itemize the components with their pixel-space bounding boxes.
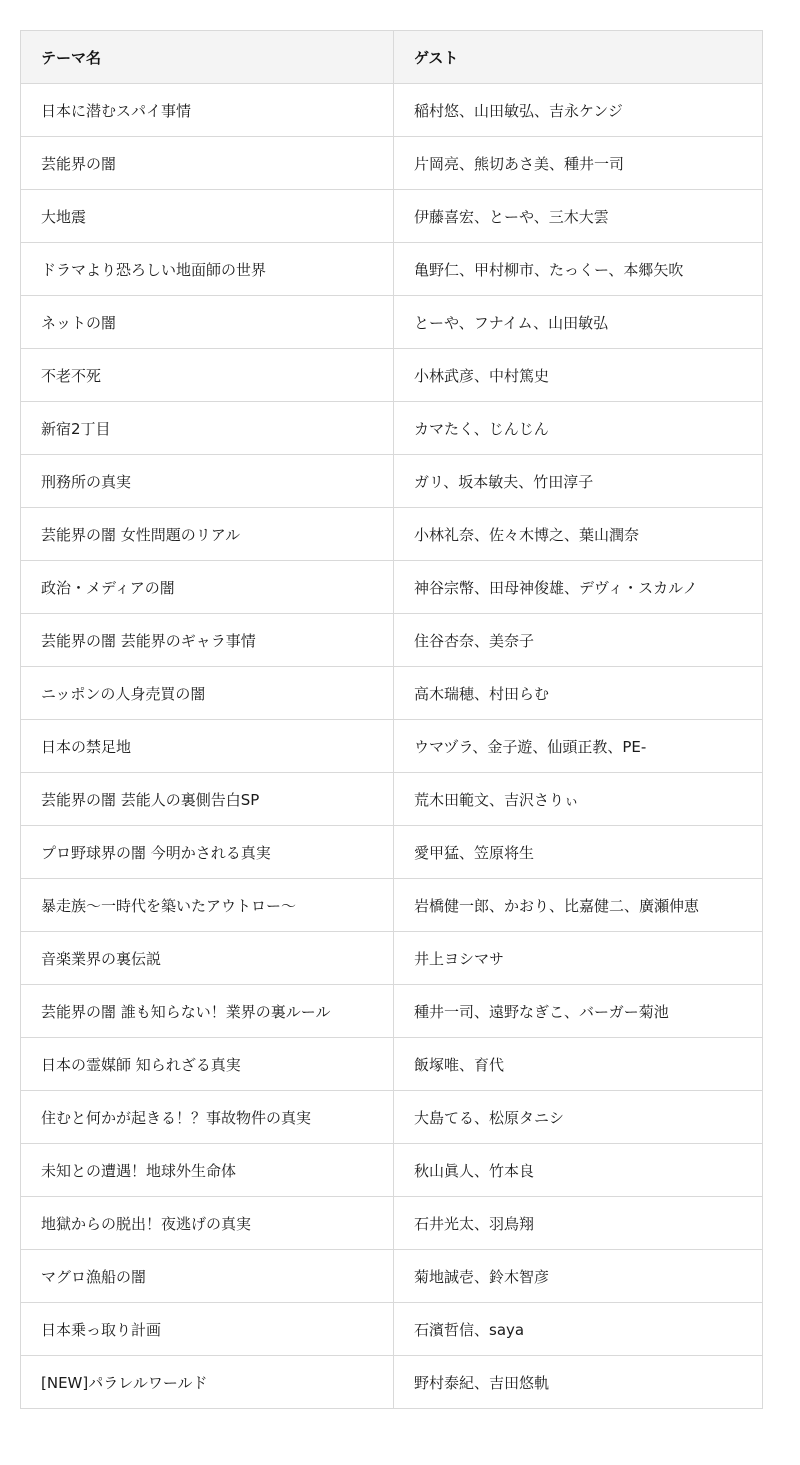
guest-cell: 種井一司、遠野なぎこ、バーガー菊池 [394,985,763,1038]
guest-cell: 片岡亮、熊切あさ美、種井一司 [394,137,763,190]
guest-cell: 大島てる、松原タニシ [394,1091,763,1144]
table-row [21,137,763,190]
table-row [21,1250,763,1303]
theme-guest-table [20,30,763,1409]
table-row [21,561,763,614]
guest-cell: 小林礼奈、佐々木博之、葉山潤奈 [394,508,763,561]
theme-name-cell: 政治・メディアの闇 [21,561,394,614]
table-row [21,508,763,561]
theme-name-cell: 大地震 [21,190,394,243]
table-row [21,455,763,508]
theme-name-cell: ドラマより恐ろしい地面師の世界 [21,243,394,296]
theme-name-cell: 日本乗っ取り計画 [21,1303,394,1356]
guest-cell: 石濱哲信、saya [394,1303,763,1356]
theme-name-cell: 未知との遭遇！地球外生命体 [21,1144,394,1197]
table-row [21,826,763,879]
guest-cell: 亀野仁、甲村柳市、たっくー、本郷矢吹 [394,243,763,296]
header-theme-name: テーマ名 [21,31,394,84]
table-row [21,402,763,455]
theme-guest-table-container [20,30,762,1409]
header-guest: ゲスト [394,31,763,84]
table-row [21,667,763,720]
theme-name-cell: 音楽業界の裏伝説 [21,932,394,985]
table-row [21,932,763,985]
guest-cell: 飯塚唯、育代 [394,1038,763,1091]
table-row [21,1091,763,1144]
table-header-row [21,31,763,84]
table-row [21,1038,763,1091]
table-row [21,720,763,773]
guest-cell: ガリ、坂本敏夫、竹田淳子 [394,455,763,508]
theme-name-cell: ニッポンの人身売買の闇 [21,667,394,720]
guest-cell: 住谷杏奈、美奈子 [394,614,763,667]
theme-name-cell: 芸能界の闇 芸能界のギャラ事情 [21,614,394,667]
guest-cell: とーや、フナイム、山田敏弘 [394,296,763,349]
table-row [21,84,763,137]
theme-name-cell: [NEW]パラレルワールド [21,1356,394,1409]
theme-name-cell: 芸能界の闇 誰も知らない！業界の裏ルール [21,985,394,1038]
guest-cell: ウマヅラ、金子遊、仙頭正教、PE- [394,720,763,773]
table-row [21,614,763,667]
guest-cell: 秋山眞人、竹本良 [394,1144,763,1197]
theme-name-cell: 地獄からの脱出！夜逃げの真実 [21,1197,394,1250]
theme-name-cell: 新宿2丁目 [21,402,394,455]
theme-name-cell: プロ野球界の闇 今明かされる真実 [21,826,394,879]
table-row [21,243,763,296]
theme-name-cell: 芸能界の闇 [21,137,394,190]
table-row [21,349,763,402]
theme-name-cell: 暴走族〜一時代を築いたアウトロー〜 [21,879,394,932]
table-row [21,296,763,349]
theme-name-cell: 住むと何かが起きる！？事故物件の真実 [21,1091,394,1144]
table-row [21,985,763,1038]
theme-name-cell: 日本に潜むスパイ事情 [21,84,394,137]
guest-cell: 井上ヨシマサ [394,932,763,985]
guest-cell: 小林武彦、中村篤史 [394,349,763,402]
guest-cell: 岩橋健一郎、かおり、比嘉健二、廣瀬伸恵 [394,879,763,932]
theme-name-cell: 刑務所の真実 [21,455,394,508]
theme-name-cell: ネットの闇 [21,296,394,349]
table-row [21,1303,763,1356]
guest-cell: 荒木田範文、吉沢さりぃ [394,773,763,826]
table-body [21,84,763,1409]
guest-cell: 野村泰紀、吉田悠軌 [394,1356,763,1409]
guest-cell: 稲村悠、山田敏弘、吉永ケンジ [394,84,763,137]
guest-cell: 高木瑞穂、村田らむ [394,667,763,720]
table-row [21,190,763,243]
table-row [21,1197,763,1250]
theme-name-cell: マグロ漁船の闇 [21,1250,394,1303]
guest-cell: 菊地誠壱、鈴木智彦 [394,1250,763,1303]
guest-cell: 神谷宗幣、田母神俊雄、デヴィ・スカルノ [394,561,763,614]
guest-cell: 石井光太、羽鳥翔 [394,1197,763,1250]
theme-name-cell: 日本の霊媒師 知られざる真実 [21,1038,394,1091]
theme-name-cell: 芸能界の闇 芸能人の裏側告白SP [21,773,394,826]
guest-cell: 愛甲猛、笠原将生 [394,826,763,879]
table-row [21,1356,763,1409]
table-row [21,1144,763,1197]
guest-cell: カマたく、じんじん [394,402,763,455]
table-row [21,879,763,932]
theme-name-cell: 不老不死 [21,349,394,402]
theme-name-cell: 芸能界の闇 女性問題のリアル [21,508,394,561]
table-row [21,773,763,826]
guest-cell: 伊藤喜宏、とーや、三木大雲 [394,190,763,243]
theme-name-cell: 日本の禁足地 [21,720,394,773]
